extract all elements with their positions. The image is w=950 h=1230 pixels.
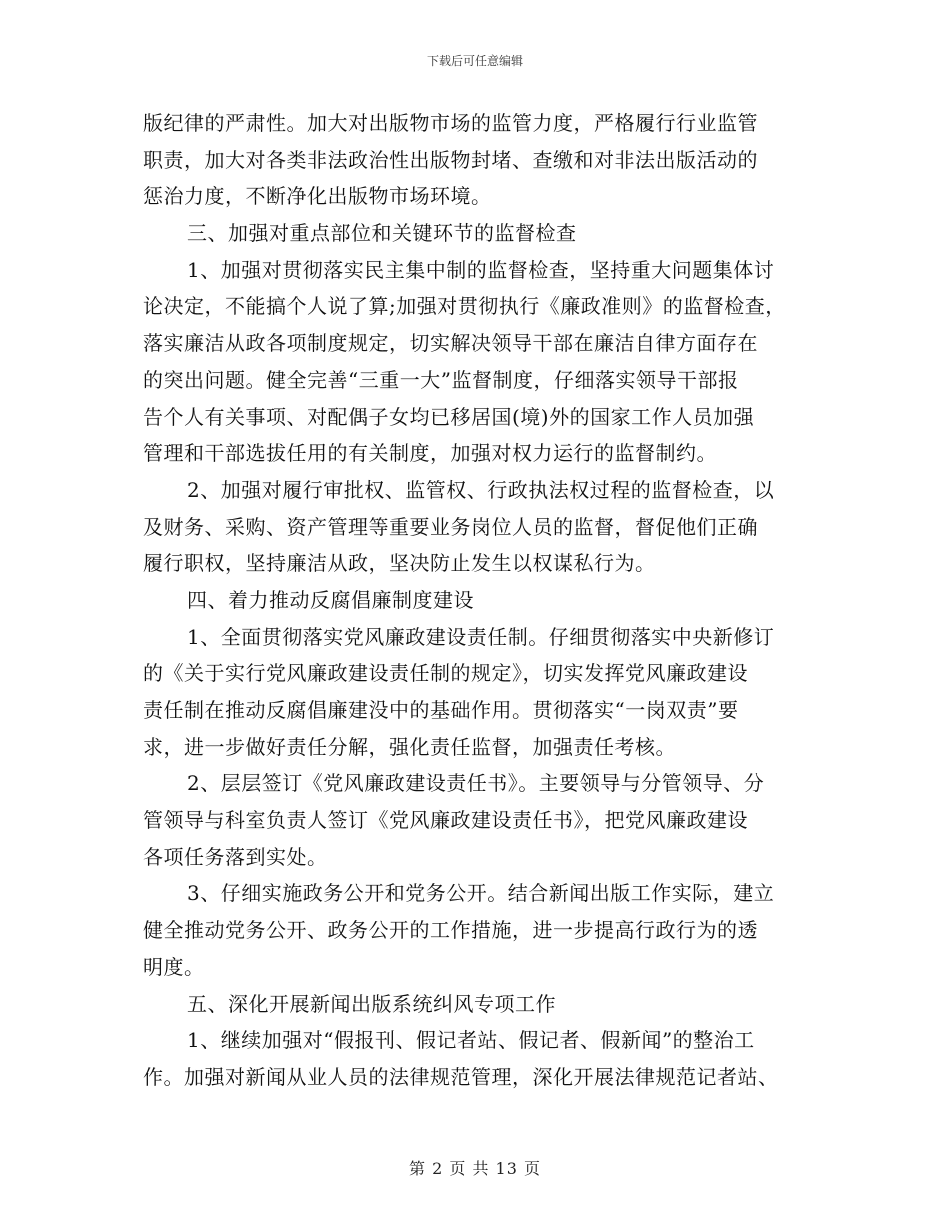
text-line: 的突出问题。健全完善“三重一大”监督制度，仔细落实领导干部报 [143,367,739,392]
document-body [143,105,823,1096]
text-line: 履行职权，坚持廉洁从政，坚决防止发生以权谋私行为。 [143,551,656,576]
text-line: 五、深化开展新闻出版系统纠风专项工作 [187,991,556,1016]
text-line: 3、仔细实施政务公开和党务公开。结合新闻出版工作实际，建立 [187,881,775,906]
text-line: 管理和干部选拔任用的有关制度，加强对权力运行的监督制约。 [143,441,717,466]
text-line: 落实廉洁从政各项制度规定，切实解决领导干部在廉洁自律方面存在 [143,331,758,356]
text-line: 健全推动党务公开、政务公开的工作措施，进一步提高行政行为的透 [143,918,758,943]
page-number: 第 2 页 共 13 页 [409,1159,541,1178]
text-line: 三、加强对重点部位和关键环节的监督检查 [187,221,577,246]
text-line: 惩治力度，不断净化出版物市场环境。 [143,184,492,209]
page-header: 下载后可任意编辑 [426,54,523,68]
text-line: 的《关于实行党风廉政建设责任制的规定》，切实发挥党风廉政建设 [143,661,748,686]
text-line: 2、层层签订《党风廉政建设责任书》。主要领导与分管领导、分 [187,771,765,796]
text-line: 1、全面贯彻落实党风廉政建设责任制。仔细贯彻落实中央新修订 [187,624,775,649]
text-line: 1、继续加强对“假报刊、假记者站、假记者、假新闻”的整治工 [187,1028,755,1053]
text-line: 作。加强对新闻从业人员的法律规范管理，深化开展法律规范记者站、 [143,1064,779,1089]
text-line: 各项任务落到实处。 [143,844,328,869]
text-line: 职责，加大对各类非法政治性出版物封堵、查缴和对非法出版活动的 [143,147,758,172]
text-line: 管领导与科室负责人签订《党风廉政建设责任书》，把党风廉政建设 [143,808,748,833]
text-line: 责任制在推动反腐倡廉建没中的基础作用。贯彻落实“一岗双责”要 [143,698,739,722]
text-line: 四、着力推动反腐倡廉制度建设 [187,587,474,612]
text-line: 1、加强对贯彻落实民主集中制的监督检查，坚持重大问题集体讨 [187,257,775,282]
text-line: 明度。 [143,954,205,979]
text-line: 2、加强对履行审批权、监管权、行政执法权过程的监督检查，以 [187,477,775,502]
text-line: 求，进一步做好责任分解，强化责任监督，加强责任考核。 [143,734,676,759]
text-line: 版纪律的严肃性。加大对出版物市场的监管力度，严格履行行业监管 [143,111,758,135]
text-line: 论决定，不能搞个人说了算;加强对贯彻执行《廉政准则》的监督检查， [143,294,786,319]
text-line: 告个人有关事项、对配偶子女均已移居国(境)外的国家工作人员加强 [143,404,755,429]
text-line: 及财务、采购、资产管理等重要业务岗位人员的监督，督促他们正确 [143,514,758,539]
